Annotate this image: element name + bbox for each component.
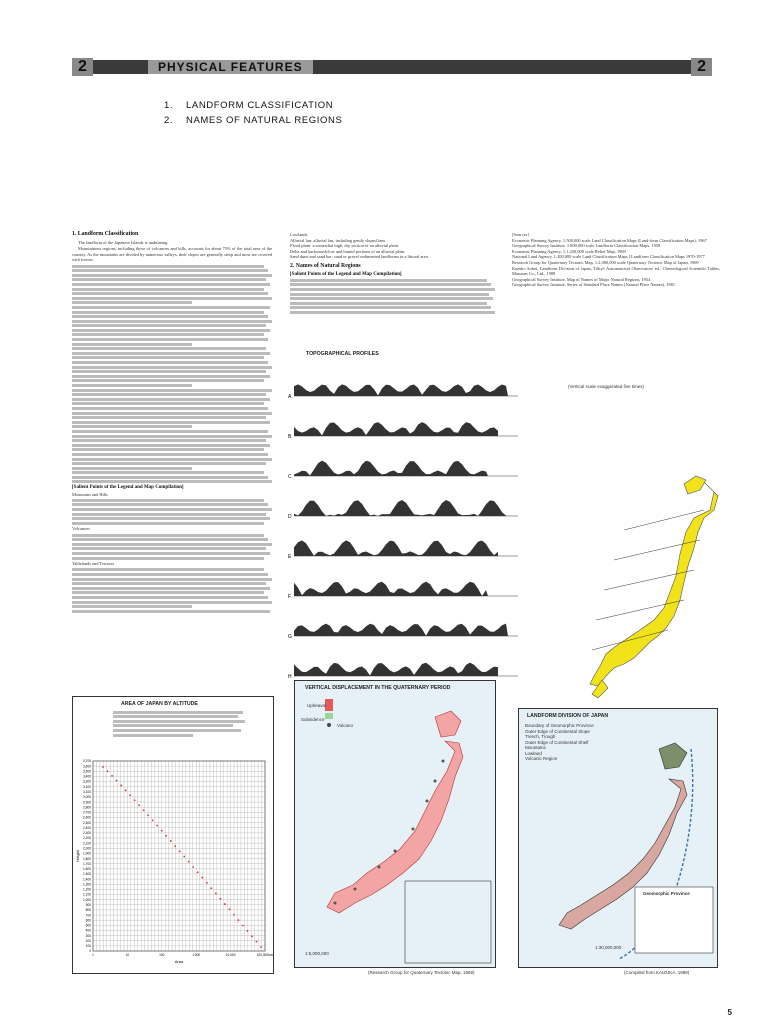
y-tick-label: 3,600 — [83, 764, 91, 769]
text-line — [72, 311, 264, 314]
vertical-map-legend — [325, 699, 333, 727]
text-line — [290, 311, 495, 314]
text-line — [290, 306, 491, 309]
altitude-point — [134, 799, 136, 801]
altitude-point — [170, 840, 172, 842]
text-line — [72, 301, 192, 304]
lowlands-item: Delta and backmarsh:low and humid portions of an alluvial plain. — [290, 248, 406, 254]
y-tick-label: 3,700 — [83, 759, 91, 764]
y-tick-label: 1,500 — [83, 872, 91, 877]
text-line — [290, 279, 487, 282]
y-tick-label: 1,200 — [83, 887, 91, 892]
text-line — [72, 552, 270, 555]
altitude-chart-panel — [72, 696, 274, 974]
vertical-map-scale: 1:5,000,000 — [305, 951, 329, 956]
text-line — [72, 412, 272, 415]
y-tick-label: 2,500 — [83, 820, 91, 825]
section-title: PHYSICAL FEATURES — [148, 60, 313, 74]
text-line — [72, 596, 268, 599]
text-line — [290, 293, 489, 296]
profiles-title: TOPOGRAPHICAL PROFILES — [306, 351, 379, 357]
y-tick-label: 2,100 — [83, 841, 91, 846]
y-tick-label: 2,900 — [83, 800, 91, 805]
text-line — [72, 265, 264, 268]
text-line — [72, 315, 268, 318]
profile-shape — [294, 582, 488, 596]
profile-row-A — [288, 384, 518, 400]
body-text-block — [72, 265, 272, 484]
text-line — [72, 356, 264, 359]
toc-item: 2. NAMES OF NATURAL REGIONS — [164, 115, 343, 126]
y-tick-label: 1,400 — [83, 877, 91, 882]
profile-row-D — [288, 500, 518, 520]
text-line — [72, 543, 272, 546]
y-tick-label: 2,700 — [83, 810, 91, 815]
altitude-point — [242, 925, 244, 927]
y-tick-label: 200 — [85, 938, 91, 943]
profile-shape — [294, 461, 488, 476]
profile-row-C — [288, 461, 518, 480]
regions-text-column — [290, 232, 495, 316]
altitude-chart — [73, 757, 273, 971]
altitude-point — [201, 877, 203, 879]
y-tick-label: 300 — [85, 933, 91, 938]
altitude-point — [174, 845, 176, 847]
altitude-grid — [93, 761, 265, 951]
landform-division-panel — [518, 708, 718, 968]
text-line — [72, 407, 268, 410]
profile-shape — [294, 384, 508, 396]
landform-map-title: LANDFORM DIVISION OF JAPAN — [527, 713, 609, 719]
sub-item: Mountains and Hills — [72, 491, 108, 497]
section-number-left: 2 — [72, 58, 93, 76]
section2-subheading: [Salient Points of the Legend and Map Compilation] — [290, 271, 402, 277]
text-line — [72, 292, 268, 295]
text-line — [72, 587, 270, 590]
profile-shape — [294, 624, 508, 636]
x-tick-label: 10,000 — [225, 953, 236, 957]
text-line — [72, 361, 268, 364]
source-item: National Land Agency, 1:200,000 scale Land Classification Maps I Landform Classification Maps 1970-1977 — [512, 254, 705, 260]
lowlands-item: Sand dune and sand bar: sand or gravel sedimented landforms in a littoral area. — [290, 254, 429, 260]
profile-label: C — [288, 474, 292, 480]
altitude-point — [260, 946, 262, 948]
volcano-symbol — [327, 723, 331, 727]
altitude-point — [138, 804, 140, 806]
text-line — [72, 352, 270, 355]
profile-row-G — [288, 624, 518, 640]
altitude-point — [206, 882, 208, 884]
y-tick-label: 1,300 — [83, 882, 91, 887]
altitude-point — [129, 794, 131, 796]
text-line — [72, 439, 266, 442]
section-number-right: 2 — [691, 58, 712, 76]
altitude-point — [179, 850, 181, 852]
y-tick-label: 2,300 — [83, 831, 91, 836]
y-tick-label: 1,100 — [83, 892, 91, 897]
y-tick-label: 100 — [85, 944, 91, 949]
profile-label: F — [288, 594, 292, 600]
text-line — [72, 370, 266, 373]
text-line — [290, 288, 495, 291]
text-line — [72, 467, 192, 470]
section1-heading: 1. Landform Classification — [72, 231, 139, 237]
section1-para1: The landform of the Japanese Islands is undulating. — [78, 239, 169, 245]
altitude-point — [152, 819, 154, 821]
text-line — [72, 517, 270, 520]
text-line — [72, 538, 268, 541]
geo-province-title: Geomorphic Province — [643, 891, 690, 896]
altitude-point — [251, 935, 253, 937]
text-line — [72, 338, 268, 341]
text-line — [72, 421, 270, 424]
y-tick-label: 2,800 — [83, 805, 91, 810]
y-tick-label: 1,800 — [83, 856, 91, 861]
body-text-block — [290, 279, 495, 314]
text-line — [72, 306, 270, 309]
vertical-displacement-map — [295, 681, 495, 967]
source-item: Economic Planning Agency, 1:500,000 scale Land Classification Maps (Land-form Classification Maps), 1967 — [512, 237, 707, 243]
altitude-point — [116, 780, 118, 782]
profile-shape — [294, 422, 498, 436]
text-line — [72, 333, 264, 336]
altitude-point — [219, 898, 221, 900]
y-tick-label: 3,200 — [83, 784, 91, 789]
sub-item: Tablelands and Terraces — [72, 561, 115, 567]
text-line — [72, 573, 268, 576]
altitude-points — [102, 766, 262, 948]
text-line — [72, 480, 272, 483]
text-line — [72, 591, 264, 594]
vertical-map-credit: (Research Group for Quaternary Tectonic Map, 1969) — [368, 970, 475, 975]
legend-uplift-label: Upheaval — [307, 703, 327, 708]
altitude-point — [229, 909, 231, 911]
text-line — [72, 534, 264, 537]
y-tick-label: 1,700 — [83, 861, 91, 866]
y-tick-label: 400 — [85, 928, 91, 933]
altitude-point — [183, 856, 185, 858]
altitude-chart-note — [113, 709, 253, 738]
text-line — [72, 416, 266, 419]
profile-label: H — [288, 674, 292, 680]
landform-map-legend: Boundary of Geomorphic Province Outer Edge of Continental Slope Trench, Trough Outer Edge of Continental Shelf Mountains Lowland Volcanic Region — [525, 723, 594, 761]
text-line — [72, 568, 264, 571]
y-tick-label: 500 — [85, 923, 91, 928]
profile-label: A — [288, 394, 292, 400]
text-line — [72, 601, 272, 604]
y-tick-label: 0 — [89, 949, 91, 954]
text-line — [72, 366, 272, 369]
text-line — [72, 393, 266, 396]
text-line — [72, 458, 272, 461]
text-line — [72, 288, 264, 291]
text-line — [72, 476, 268, 479]
y-tick-label: 700 — [85, 913, 91, 918]
text-line — [72, 343, 192, 346]
altitude-point — [210, 887, 212, 889]
profile-shape — [294, 540, 498, 556]
japan-mainland-shape — [590, 480, 718, 686]
page-number: 5 — [727, 1008, 732, 1017]
lowlands-item: Flood plain: a somewhat high, dry section of an alluvial plain. — [290, 243, 400, 249]
text-line — [72, 269, 268, 272]
y-tick-label: 2,400 — [83, 825, 91, 830]
y-tick-label: 3,000 — [83, 795, 91, 800]
altitude-point — [111, 775, 113, 777]
altitude-point — [247, 930, 249, 932]
altitude-point — [192, 866, 194, 868]
altitude-point — [120, 785, 122, 787]
profile-label: B — [288, 434, 292, 440]
text-line — [72, 513, 266, 516]
sources-column — [512, 232, 720, 288]
profile-shape — [294, 663, 498, 676]
x-tick-label: 1,000 — [192, 953, 201, 957]
subsidence-swatch — [325, 713, 333, 719]
altitude-point — [165, 835, 167, 837]
text-line — [290, 297, 493, 300]
y-tick-label: 2,200 — [83, 836, 91, 841]
text-line — [72, 389, 272, 392]
altitude-point — [233, 914, 235, 916]
profile-row-H — [288, 663, 518, 680]
altitude-point — [238, 919, 240, 921]
body-text-block — [72, 568, 272, 612]
section1-para2: Mountainous regions, including those of volcanoes and hills, accounts for about 75% of the total area of the country. As the mountains are divided by numerous valleys, their slopes are generally steep and most are covered with forests. — [72, 246, 272, 263]
text-line — [72, 444, 270, 447]
x-axis-label: Area — [174, 959, 184, 964]
section2-heading: 2. Names of Natural Regions — [290, 262, 361, 269]
x-tick-label: 10 — [125, 953, 130, 957]
source-item: Economic Planning Agency, 1:1,250,000 scale Relief Map, 1969 — [512, 248, 626, 254]
text-line — [72, 283, 270, 286]
profile-label: D — [288, 514, 292, 520]
vertical-map-title: VERTICAL DISPLACEMENT IN THE QUATERNARY PERIOD — [305, 685, 451, 691]
text-line — [72, 522, 264, 525]
text-line — [72, 430, 268, 433]
text-line — [72, 453, 268, 456]
profile-row-B — [288, 422, 518, 440]
altitude-point — [156, 825, 158, 827]
text-line — [72, 425, 192, 428]
y-tick-label: 3,500 — [83, 769, 91, 774]
profile-label: G — [288, 634, 292, 640]
profile-row-F — [288, 582, 518, 600]
source-item: Kazuko Sohei, Landform Division of Japan, Tōkyō Astronomical Observatory ed., Chronological Scientific Tables, Maruzen Co., Ltd., 1988 — [512, 265, 720, 277]
text-line — [72, 379, 264, 382]
section-banner — [72, 60, 712, 74]
section1-subheading: [Salient Points of the Legend and Map Compilation] — [72, 485, 184, 491]
text-line — [290, 302, 487, 305]
text-line — [72, 503, 268, 506]
vertical-displacement-panel — [294, 680, 496, 968]
profile-shape — [294, 500, 508, 516]
x-tick-label: 100,000km² — [256, 953, 273, 957]
japan-index-map — [584, 470, 720, 700]
text-line — [72, 578, 272, 581]
text-line — [72, 324, 266, 327]
table-of-contents — [164, 100, 342, 130]
lowlands-label: Lowlands — [290, 232, 308, 237]
landform-map-scale: 1:30,000,000 — [595, 945, 622, 950]
y-tick-label: 2,000 — [83, 846, 91, 851]
altitude-point — [256, 941, 258, 943]
text-line — [72, 471, 264, 474]
text-line — [72, 605, 192, 608]
text-line — [72, 557, 264, 560]
y-tick-label: 900 — [85, 902, 91, 907]
sources-heading: [Sources] — [512, 232, 529, 237]
altitude-point — [161, 830, 163, 832]
geomorphic-province-box — [635, 887, 713, 953]
text-line — [72, 499, 264, 502]
text-line — [72, 610, 270, 613]
altitude-point — [147, 814, 149, 816]
toc-item: 1. LANDFORM CLASSIFICATION — [164, 100, 334, 111]
y-tick-label: 3,400 — [83, 774, 91, 779]
text-line — [72, 508, 272, 511]
landform-text-column — [72, 232, 272, 614]
y-tick-label: 1,000 — [83, 897, 91, 902]
text-line — [72, 329, 270, 332]
text-line — [72, 398, 270, 401]
x-tick-label: 1 — [92, 953, 94, 957]
altitude-point — [125, 789, 127, 791]
altitude-point — [215, 893, 217, 895]
text-line — [72, 448, 264, 451]
text-line — [72, 278, 266, 281]
y-tick-label: 600 — [85, 918, 91, 923]
legend-subsidence-label: Subsidence — [301, 717, 325, 722]
hokkaido-landform-shape — [659, 743, 687, 769]
source-item: Research Group for Quaternary Tectonic Map, 1:2,000,000 scale Quaternary Tectonic Map of Japan, 1969 — [512, 259, 699, 265]
source-item: Geographical Survey Institute, Map of Names of Major Natural Regions, 1954 — [512, 276, 651, 282]
hokkaido-uplift-shape — [435, 711, 461, 737]
text-line — [72, 402, 264, 405]
text-line — [72, 582, 266, 585]
profile-label: E — [288, 554, 292, 560]
text-line — [72, 274, 272, 277]
source-item: Geographical Survey Institute, 1:800,000 scale Landform Classification Maps, 1958 — [512, 243, 661, 249]
altitude-point — [224, 903, 226, 905]
landform-division-map — [519, 709, 717, 967]
y-tick-label: 3,100 — [83, 790, 91, 795]
profile-row-E — [288, 540, 518, 560]
x-tick-label: 100 — [159, 953, 165, 957]
altitude-point — [197, 871, 199, 873]
body-text-block — [72, 499, 272, 525]
altitude-point — [188, 861, 190, 863]
y-tick-label: 3,300 — [83, 779, 91, 784]
altitude-point — [143, 809, 145, 811]
text-line — [72, 435, 272, 438]
text-line — [72, 347, 266, 350]
text-line — [72, 375, 270, 378]
altitude-point — [107, 770, 109, 772]
text-line — [72, 297, 272, 300]
y-tick-label: 1,600 — [83, 867, 91, 872]
text-line — [72, 547, 266, 550]
y-axis-label: Height — [75, 850, 80, 862]
source-item: Geographical Survey Institute, Series of Standard Place Names (Natural Place Names), 1981 — [512, 282, 676, 288]
altitude-point — [102, 766, 104, 768]
profiles-scale-note: (Vertical scale exaggerated five times) — [568, 384, 645, 389]
sub-item: Volcanoes — [72, 526, 90, 532]
topographical-profiles — [288, 360, 588, 700]
text-line — [72, 320, 272, 323]
text-line — [290, 283, 491, 286]
altitude-chart-title: AREA OF JAPAN BY ALTITUDE — [121, 701, 198, 707]
hokkaido-shape — [684, 476, 706, 494]
lowlands-item: Alluvial fan: alluvial fan, including gently sloped fans. — [290, 237, 387, 243]
y-tick-label: 800 — [85, 908, 91, 913]
y-tick-label: 1,900 — [83, 851, 91, 856]
body-text-block — [72, 534, 272, 560]
landform-map-credit: (Compiled from KAIZUKA, 1988) — [624, 970, 690, 975]
inset-box — [405, 881, 491, 963]
legend-volcano-label: Volcano — [337, 723, 354, 728]
text-line — [72, 384, 192, 387]
text-line — [72, 462, 266, 465]
uplift-swatch — [325, 699, 333, 711]
y-tick-label: 2,600 — [83, 815, 91, 820]
